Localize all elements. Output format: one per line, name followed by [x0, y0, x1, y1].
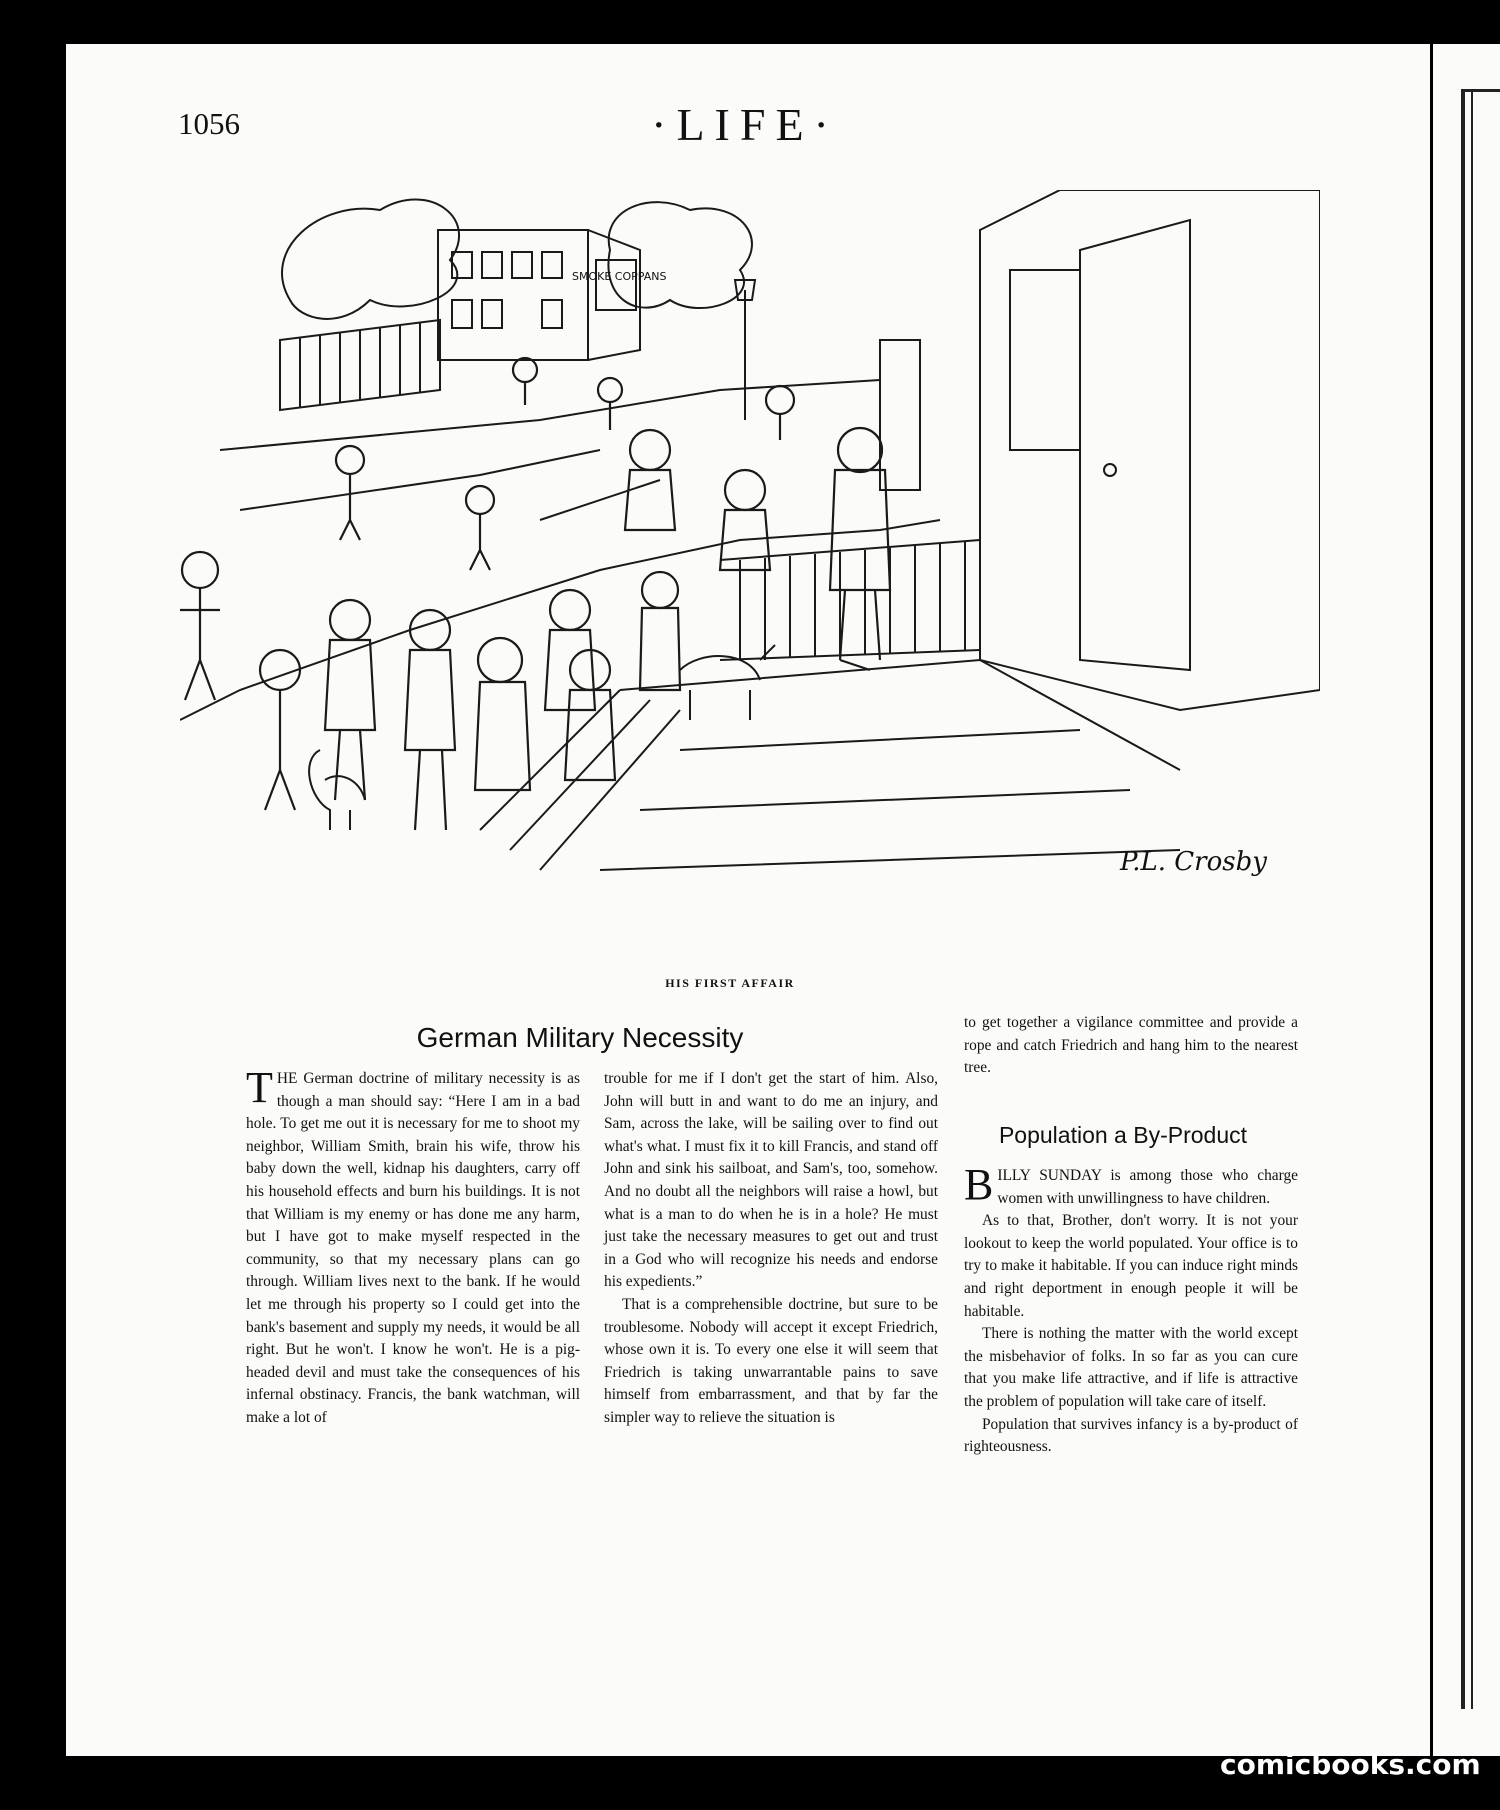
artist-signature: P.L. Crosby	[1120, 847, 1267, 877]
masthead: ·LIFE·	[651, 99, 839, 150]
article-title-2: Population a By-Product	[998, 1122, 1248, 1148]
cartoon-illustration	[180, 190, 1320, 960]
drop-cap: T	[246, 1063, 273, 1112]
article-paragraph: trouble for me if I don't get the start of him. Also, John will butt in and want to do me an injury, and Sam, across the lake, will be sailing over to find out what's what. I must fix it to kill Francis, and stand off John and sink his sailboat, and Sam's, too, somehow. And no doubt all the neighbors will raise a howl, but what is a man to do when he is in a hole? He must just take the necessary measures to get out and trust in a God who will recognize his needs and endorse his expedients.”	[604, 1070, 938, 1291]
article-paragraph: As to that, Brother, don't worry. It is not your lookout to keep the world populated. Your office is to try to make it habitable. If you can induce right minds and right deportment in enough people it will be habitable.	[964, 1212, 1298, 1320]
drop-cap: B	[964, 1160, 994, 1209]
article-paragraph: That is a comprehensible doctrine, but sure to be troublesome. Nobody will accept it except Friedrich, whose own it is. To every one else it will seem that Friedrich is taking unwarrantable pains to save himself from embarrassment, and that by far the simpler way to relieve the situation is	[604, 1295, 938, 1426]
adjacent-page-edge	[1433, 44, 1500, 1756]
article-paragraph: Population that survives infancy is a by-product of righteousness.	[964, 1415, 1298, 1456]
border-rule	[1461, 89, 1465, 1709]
article-paragraph: There is nothing the matter with the world except the misbehavior of folks. In so far as you can cure that you make life attractive, and if life is attractive the problem of population will take care of itself.	[964, 1325, 1298, 1410]
article-column-3-continuation	[964, 1012, 1298, 1080]
article-text: HE German doctrine of military necessity is as though a man should say: “Here I am in a bad hole. To get me out it is necessary for me to shoot my neighbor, William Smith, brain his wife, throw his baby down the well, kidnap his daughters, carry off his household effects and burn his buildings. It is not that William is my enemy or has done me any harm, but I have got to make myself respected in the community, so that my necessary plans can go through. William lives next to the bank. If he would let me through his property so I could get into the bank's basement and supply my needs, it would be all right. But he won't. I know he won't. He is a pig-headed devil and must take the consequences of his infernal obstinacy. Francis, the bank watchman, will make a lot of	[246, 1070, 580, 1426]
site-watermark: comicbooks.com	[1220, 1748, 1481, 1781]
article-text: ILLY SUNDAY is among those who charge women with unwillingness to have children.	[997, 1167, 1298, 1207]
illustration-caption: HIS FIRST AFFAIR	[665, 976, 795, 990]
article-column-2	[604, 1068, 938, 1430]
article-2-body	[964, 1160, 1298, 1459]
border-rule	[1471, 89, 1473, 1709]
article-paragraph: to get together a vigilance committee and provide a rope and catch Friedrich and hang him to the nearest tree.	[964, 1014, 1298, 1077]
article-title: German Military Necessity	[416, 1022, 744, 1053]
page-number: 1056	[178, 106, 240, 141]
storefront-sign: SMOKE COPPANS	[572, 270, 667, 283]
article-column-1	[246, 1063, 580, 1430]
border-rule	[1461, 89, 1500, 92]
